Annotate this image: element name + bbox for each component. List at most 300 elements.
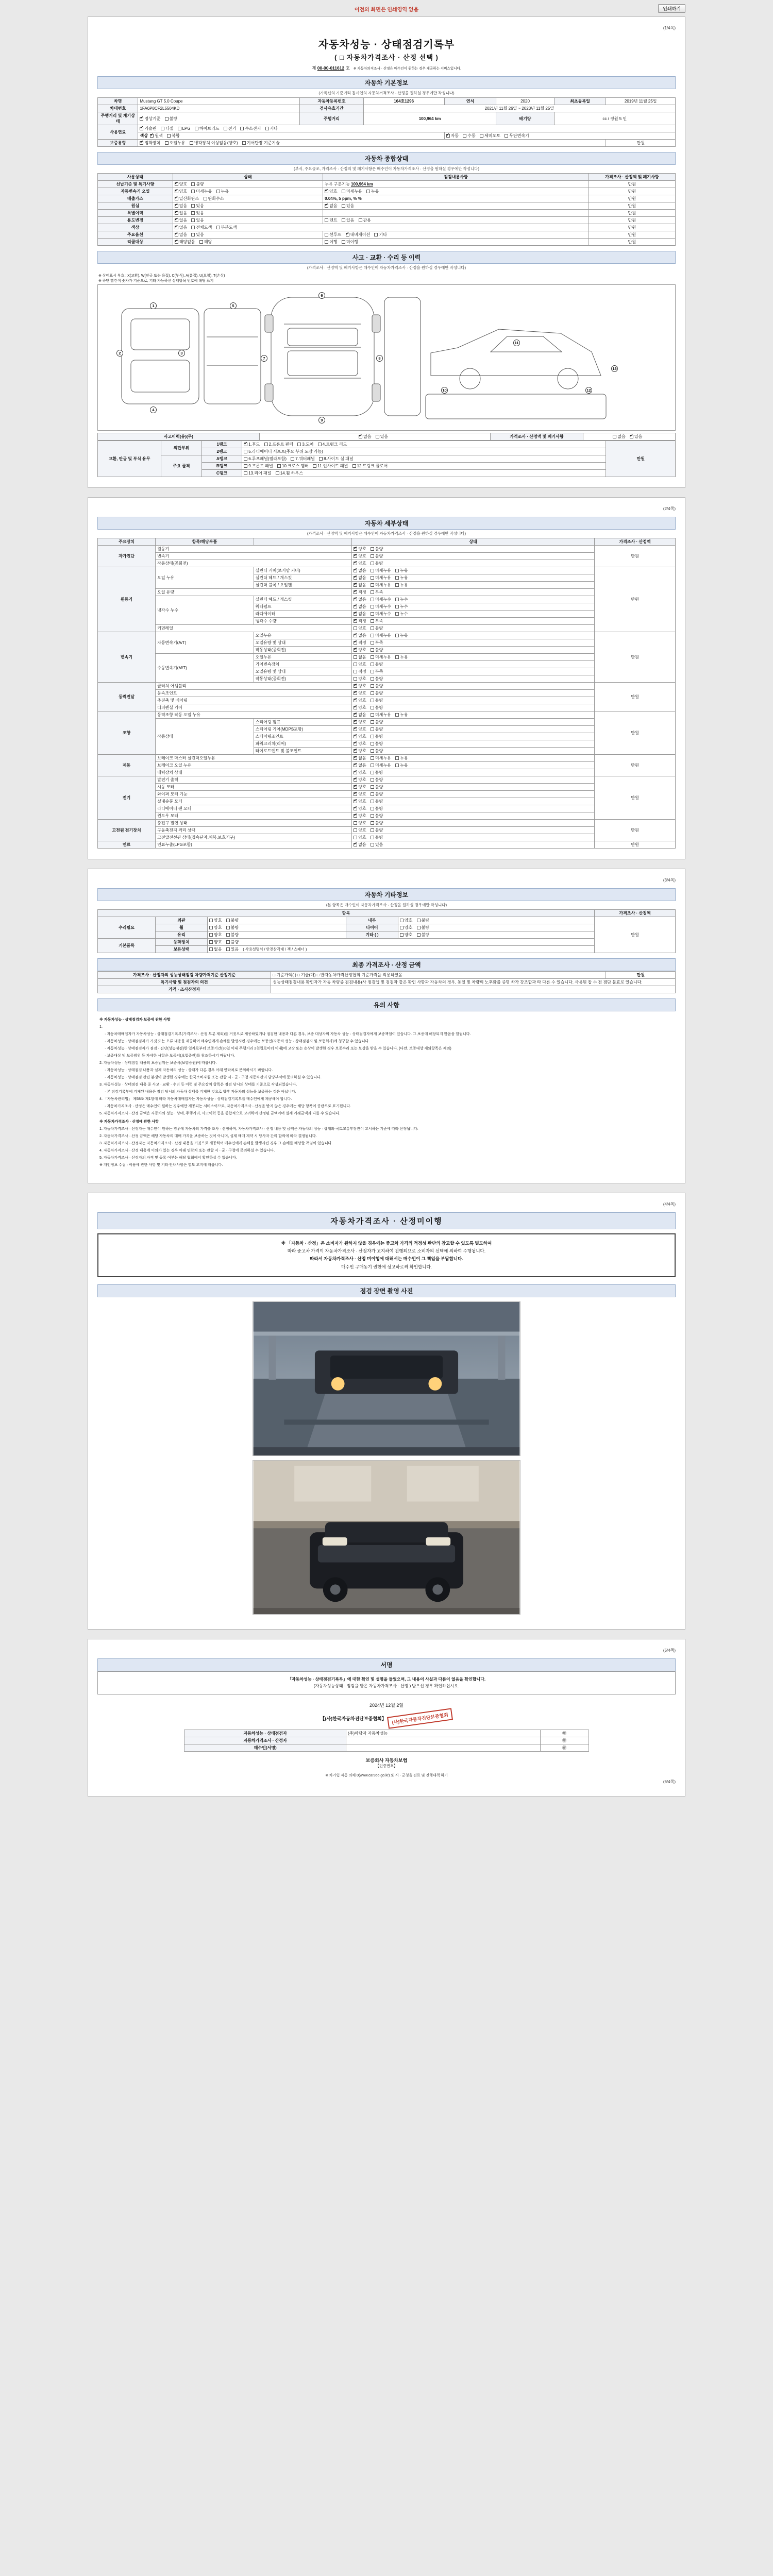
cb-g6r4-0[interactable]: ✔ 양호 <box>354 806 366 811</box>
sub-4-4: 파워크러치(리어) <box>254 740 352 748</box>
cb-basic0-1[interactable]: 불량 <box>226 939 239 945</box>
assessor-value <box>271 986 676 993</box>
opts-2-1 <box>352 639 595 647</box>
opts-6-5 <box>352 812 595 820</box>
panel-marker-5: 5 <box>230 302 237 309</box>
cb-g6r1-0[interactable]: ✔ 양호 <box>354 784 366 790</box>
checkbox-trans-semi[interactable]: 세미오토 <box>480 133 500 139</box>
notice-item-19: 5. 자동차가격조사 · 산정자의 자격 및 등록 여부는 해당 협회에서 확인하실 수 있습니다. <box>99 1155 237 1160</box>
cb-g5r1-1[interactable]: 미세누유 <box>371 762 391 768</box>
notice-item-6: 2. 자동차성능 · 상태점검 내용의 보증범위는 보증서(보험증권)에 따릅니다. <box>99 1060 217 1065</box>
cb-g3r2-0[interactable]: ✔ 양호 <box>354 698 366 703</box>
cb-g6r5-1[interactable]: 불량 <box>371 813 383 819</box>
checkbox-5b-0[interactable]: 렌트 <box>325 217 337 223</box>
cb-g4r0-1[interactable]: 미세누유 <box>371 712 391 718</box>
th-major-device: 주요장치 <box>98 538 156 546</box>
cb-g3r3-1[interactable]: 불량 <box>371 705 383 710</box>
cb-g6r2-0[interactable]: ✔ 양호 <box>354 791 366 797</box>
page-number-2: (2/4쪽) <box>663 506 676 511</box>
row-detail-4 <box>323 210 589 217</box>
cb-g1r5-1[interactable]: 미세누수 <box>371 604 391 609</box>
cb-rep1-0[interactable]: 양호 <box>209 925 222 930</box>
cb-g3r3-0[interactable]: ✔ 양호 <box>354 705 366 710</box>
sig-label-0: 자동차성능 · 상태점검자 <box>184 1730 346 1737</box>
checkbox-p7[interactable]: 7.쿼터패널 <box>291 456 315 462</box>
opts-1-6 <box>352 611 595 618</box>
checkbox-other-4[interactable]: 기어단장 기준기술 <box>242 140 280 146</box>
cb-g0r2-1[interactable]: 불량 <box>371 561 383 566</box>
cb-rep2b-1[interactable]: 불량 <box>417 932 429 938</box>
checkbox-5-1[interactable]: 있음 <box>191 217 204 223</box>
checkbox-mileage-normal[interactable]: ✔정상기준 <box>140 116 160 122</box>
notice-item-13: 5. 자동차가격조사 · 산정 금액은 자동차의 성능 · 상태, 주행거리, 사고이력 등을 종합적으로 고려하여 산정된 금액이며 실제 거래금액과 다를 수 있습니다. <box>99 1111 341 1115</box>
panel-rank-col-label: 교환, 판금 및 부식 유무 <box>98 441 161 477</box>
cb-g1r7-1[interactable]: 부족 <box>371 618 383 624</box>
cb-g8r0-1[interactable]: 있음 <box>371 842 383 848</box>
notice-item-20: ※ 개인정보 수집 · 이용에 관한 사항 및 기타 안내사항은 별도 고지에 따릅니다. <box>99 1162 223 1167</box>
cell-vin-label: 자동차등록번호 <box>300 98 363 105</box>
cell-validity-label: 검사유효기간 <box>300 105 363 112</box>
cb-g3r1-0[interactable]: ✔ 양호 <box>354 690 366 696</box>
special-note-value: 성능상태점검내용 확인자가 자동 차량증 검검내용(사 점검앱 및 검검과 같은 확인 사항과 자동차의 경우, 동일 및 차량의 노후화를 증명 차가 강조합과 타 다른 수 있습니다. 사용된 잡 수 전 점단 불효로 있습니다. <box>271 979 676 986</box>
checkbox-1b-2[interactable]: 누유 <box>366 189 379 194</box>
cb-g4r3-0[interactable]: ✔ 양호 <box>354 734 366 739</box>
section-title-noncompliance: 자동차가격조사 · 산정미이행 <box>97 1212 676 1229</box>
car-diagram <box>97 284 676 431</box>
checkbox-3-0[interactable]: ✔ 없음 <box>175 203 187 209</box>
accident-price-opts <box>583 433 675 440</box>
opts-3-0 <box>352 683 595 690</box>
cb-g4r4-0[interactable]: ✔ 양호 <box>354 741 366 747</box>
sig-seal-0: ㊞ <box>540 1730 589 1737</box>
checkbox-6-2[interactable]: 부분도색 <box>216 225 237 230</box>
cb-g1r7-0[interactable]: ✔ 적정 <box>354 618 366 624</box>
opts-7-1 <box>352 827 595 834</box>
checkbox-p11[interactable]: 11.인사이드 패널 <box>313 463 348 469</box>
opts2-rep-1 <box>398 924 594 931</box>
checkbox-7-1[interactable]: 있음 <box>191 232 204 238</box>
group-transmission: 변속기 <box>98 632 156 683</box>
checkbox-p3[interactable]: 3.도어 <box>297 442 313 447</box>
signature-line-1: (자동차성능상태 · 점검을 받은 자동차가격조사 · 산정 ) 받으신 경우 확인하십시오. <box>313 1684 460 1689</box>
opts-6-3 <box>352 798 595 805</box>
car-diagram-svg <box>101 288 668 426</box>
checkbox-p8[interactable]: 8.사이드 실 패널 <box>319 456 354 462</box>
cb-g7r1-0[interactable]: 양호 <box>354 827 366 833</box>
section-band-accident: 사고 · 교환 · 수리 등 이력 <box>97 251 676 264</box>
cb-g0r2-0[interactable]: ✔ 양호 <box>354 561 366 566</box>
checkbox-5-0[interactable]: ✔ 없음 <box>175 217 187 223</box>
org-name-2: 보증회사 자동차보험 <box>365 1758 408 1764</box>
checkbox-3b-1[interactable]: 있음 <box>342 203 354 209</box>
photo-1-frame <box>253 1301 520 1456</box>
cb-g2r3-0[interactable]: 없음 <box>354 654 366 660</box>
row-detail-0: 누유 구분기능 100,964 km <box>323 181 589 188</box>
sub-1-6: 라디에이터 <box>254 611 352 618</box>
sub2-rep-0: 내부 <box>346 917 398 924</box>
cb-g4r1-0[interactable]: ✔ 양호 <box>354 719 366 725</box>
page-5 <box>88 1639 685 1797</box>
opts-4-4 <box>352 740 595 748</box>
checkbox-p6[interactable]: 6.루프패널(필라포함) <box>244 456 287 462</box>
checkbox-7b-0[interactable]: 선루프 <box>325 232 341 238</box>
opts-1-0 <box>352 567 595 574</box>
cb-g7r2-1[interactable]: 불량 <box>371 835 383 840</box>
checkbox-1b-0[interactable]: ✔ 양호 <box>325 189 337 194</box>
cb-g0r1-1[interactable]: 불량 <box>371 553 383 559</box>
opts-rep-1 <box>207 924 346 931</box>
price-g4: 만원 <box>595 711 676 755</box>
cb-g2r3-1[interactable]: 미세누유 <box>371 654 391 660</box>
checkbox-1b-1[interactable]: 미세누유 <box>342 189 362 194</box>
cell-validity: 2021년 11월 26일 ~ 2023년 11월 25일 <box>363 105 675 112</box>
sub-4-1: 스티어링 펌프 <box>254 719 352 726</box>
sub-1-4: 실린더 헤드 / 개스킷 <box>254 596 352 603</box>
checkbox-p5[interactable]: 5.라디에이터 서포트(주요 부위 도장 가능) <box>244 449 323 454</box>
row-opts-3 <box>173 202 323 210</box>
item-5-0: 브레이크 마스터 실린더오일누유 <box>156 755 352 762</box>
row-price-1: 만원 <box>589 188 675 195</box>
cb-g1r6-1[interactable]: 미세누수 <box>371 611 391 617</box>
basic-items-list: ( 사용설명서 / 안전삼각대 / 잭 / 스패너 ) <box>243 947 307 952</box>
sub-4-3: 스티어링조인트 <box>254 733 352 740</box>
org-name-1: 【(사)한국자동차진단보증협회】 <box>320 1716 386 1722</box>
cb-rep0b-1[interactable]: 불량 <box>417 918 429 923</box>
checkbox-1-1[interactable]: 미세누유 <box>191 189 212 194</box>
opts-3-2 <box>352 697 595 704</box>
checkbox-8-1[interactable]: 해당 <box>199 239 212 245</box>
doc-number: 00-00-011612 <box>317 65 345 71</box>
checkbox-accident-none[interactable]: ✔ 없음 <box>359 434 371 439</box>
cb-g2r3-2[interactable]: 누유 <box>395 654 408 660</box>
cb-g4r0-2[interactable]: 누유 <box>395 712 408 718</box>
checkbox-p10[interactable]: 10.크로스 멤버 <box>277 463 309 469</box>
cb-g5r2-1[interactable]: 불량 <box>371 770 383 775</box>
cb-g1r6-0[interactable]: ✔ 없음 <box>354 611 366 617</box>
checkbox-accident2-yes[interactable]: ✔ 있음 <box>630 434 642 439</box>
cb-g2r1-0[interactable]: ✔ 적정 <box>354 640 366 646</box>
checkbox-7-0[interactable]: ✔ 없음 <box>175 232 187 238</box>
item-8-0: 연료누출(LPG포함) <box>156 841 352 849</box>
cb-g2r0-0[interactable]: ✔ 없음 <box>354 633 366 638</box>
accident-price-label: 가격조사 · 산정액 및 폐기사항 <box>491 433 583 440</box>
cb-g1r5-2[interactable]: 누수 <box>395 604 408 609</box>
cb-g1r1-0[interactable]: ✔ 없음 <box>354 575 366 581</box>
group-label-frame: 주요 골격 <box>161 455 201 477</box>
checkbox-accident2-none[interactable]: 없음 <box>613 434 625 439</box>
cb-g8r0-0[interactable]: ✔ 없음 <box>354 842 366 848</box>
cb-g1r4-1[interactable]: 미세누수 <box>371 597 391 602</box>
cb-g1r3-1[interactable]: 부족 <box>371 589 383 595</box>
opts-1-5 <box>352 603 595 611</box>
cb-rep1b-0[interactable]: 양호 <box>400 925 412 930</box>
th-price: 가격조사 · 산정액 및 폐기사항 <box>589 174 675 181</box>
row-detail-7 <box>323 231 589 239</box>
item-4-1: 작동상태 <box>156 719 254 755</box>
checkbox-fuel-gasoline[interactable]: ✔가솔린 <box>140 126 156 131</box>
row-label-6: 색상 <box>98 224 173 231</box>
group-powertrain: 동력전달 <box>98 683 156 711</box>
checkbox-accident-yes[interactable]: 있음 <box>376 434 388 439</box>
cb-g0r0-1[interactable]: 불량 <box>371 546 383 552</box>
cb-g1r5-0[interactable]: ✔ 없음 <box>354 604 366 609</box>
cb-g3r2-1[interactable]: 불량 <box>371 698 383 703</box>
cb-g2r6-1[interactable]: 불량 <box>371 676 383 682</box>
checkbox-6-0[interactable]: ✔ 없음 <box>175 225 187 230</box>
checkbox-color-multi[interactable]: 복합 <box>167 133 179 139</box>
document-title: 자동차성능 · 상태점검기록부 <box>318 39 455 50</box>
cb-g1r4-0[interactable]: ✔ 없음 <box>354 597 366 602</box>
opts-4-2 <box>352 726 595 733</box>
cb-g6r3-1[interactable]: 불량 <box>371 799 383 804</box>
cb-g4r3-1[interactable]: 불량 <box>371 734 383 739</box>
th-part <box>254 538 352 546</box>
cb-g5r0-2[interactable]: 누유 <box>395 755 408 761</box>
row-price-6: 만원 <box>589 224 675 231</box>
notice-item-2: · 자동차매매업자가 자동차성능 · 상태점검기록부(가격조사 · 산정 부분 제외)를 거짓으로 제공하였거나 점검한 내용과 다른 경우, 보증 대상자의 자동차 성능 · 상태점검자에게 보증책임이 있습니다. 그 보증에 해당되지 않음을 알립니다. <box>105 1031 471 1036</box>
basic-info-table <box>97 97 676 147</box>
row-label-0: 선납기준 및 특기사항 <box>98 181 173 188</box>
cb-basic0-0[interactable]: 양호 <box>209 939 222 945</box>
cb-g6r2-1[interactable]: 불량 <box>371 791 383 797</box>
print-button[interactable]: 인쇄하기 <box>658 4 685 13</box>
cell-fuel-label: 사용연료 <box>98 125 138 140</box>
opts-1-7 <box>352 618 595 625</box>
cb-g1r2-2[interactable]: 누유 <box>395 582 408 588</box>
sub-2-1: 오일유량 및 상태 <box>254 639 352 647</box>
checkbox-7b-2[interactable]: 기타 <box>374 232 386 238</box>
checkbox-1-2[interactable]: 누유 <box>216 189 229 194</box>
cb-g4r1-1[interactable]: 불량 <box>371 719 383 725</box>
cb-g4r2-1[interactable]: 불량 <box>371 726 383 732</box>
cb-g7r0-1[interactable]: 불량 <box>371 820 383 826</box>
sig-value-1 <box>346 1737 541 1744</box>
opts-8-0 <box>352 841 595 849</box>
checkbox-color-single[interactable]: ✔ 원색 <box>150 133 162 139</box>
checkbox-6-1[interactable]: 전체도색 <box>191 225 212 230</box>
other-info-table <box>97 909 676 953</box>
cb-rep1-1[interactable]: 불량 <box>226 925 239 930</box>
opts-2-2 <box>352 647 595 654</box>
sig-label-2: 매수인(서명) <box>184 1744 346 1752</box>
sig-label-1: 자동차가격조사 · 산정자 <box>184 1737 346 1744</box>
cb-g7r2-0[interactable]: 양호 <box>354 835 366 840</box>
item-7-0: 충전구 절연 상태 <box>156 820 352 827</box>
panel-marker-10: 10 <box>441 387 448 394</box>
checkbox-0-1[interactable]: 불량 <box>191 181 204 187</box>
cb-rep0-1[interactable]: 불량 <box>226 918 239 923</box>
checkbox-3-1[interactable]: 있음 <box>191 203 204 209</box>
cb-basic1-0[interactable]: 없음 <box>209 946 222 952</box>
cb-g1r8-1[interactable]: 불량 <box>371 625 383 631</box>
label-color: 색상 <box>140 133 148 138</box>
checkbox-p14[interactable]: 14.휠 하우스 <box>276 470 303 476</box>
row-detail-1 <box>323 188 589 195</box>
opts-4-3 <box>352 733 595 740</box>
cb-g1r3-0[interactable]: ✔ 적정 <box>354 589 366 595</box>
sig-seal-2: ㊞ <box>540 1744 589 1752</box>
checkbox-p12[interactable]: 12.트렁크 플로어 <box>352 463 388 469</box>
cell-first-reg: 2019년 11월 25일 <box>606 98 676 105</box>
checkbox-fuel-electric[interactable]: 전기 <box>224 126 236 131</box>
cb-g1r2-1[interactable]: 미세누유 <box>371 582 391 588</box>
cb-g5r2-0[interactable]: ✔ 양호 <box>354 770 366 775</box>
row-label-3: 원심 <box>98 202 173 210</box>
cb-g6r1-1[interactable]: 불량 <box>371 784 383 790</box>
checkbox-p2[interactable]: 2.프론트 펜더 <box>264 442 294 447</box>
cb-g1r1-2[interactable]: 누유 <box>395 575 408 581</box>
cb-basic1-1[interactable]: 있음 <box>226 946 239 952</box>
cb-g2r1-1[interactable]: 부족 <box>371 640 383 646</box>
cb-rep2-1[interactable]: 불량 <box>226 932 239 938</box>
item-6-3: 실내송풍 모터 <box>156 798 352 805</box>
notice-item-1: 1. <box>99 1024 103 1029</box>
checkbox-fuel-hybrid[interactable]: 하이브리드 <box>195 126 220 131</box>
cb-g2r2-1[interactable]: 불량 <box>371 647 383 653</box>
cb-g3r1-1[interactable]: 불량 <box>371 690 383 696</box>
notice-item-4: · 자동차성능 · 상태점검자가 점검 · 진단(성능점검)한 일자로부터 보증기간(30일 이내 주행거리 2천킬로미터 이내)에 고장 또는 손상이 발생한 경우 보증수리 또는 보상을 받을 수 있습니다. (다만, 보증대상 제외항목은 제외) <box>105 1046 451 1050</box>
row-label-8: 리콜대상 <box>98 239 173 246</box>
checkbox-other-2[interactable]: 오일누유 <box>165 140 186 146</box>
cb-g7r0-0[interactable]: 양호 <box>354 820 366 826</box>
cb-g1r4-2[interactable]: 누수 <box>395 597 408 602</box>
price-g7: 만원 <box>595 820 676 841</box>
cb-g2r5-0[interactable]: 적정 <box>354 669 366 674</box>
checkbox-1-0[interactable]: ✔ 양호 <box>175 189 187 194</box>
section-note-basic-info: (가족신의 기준거리 돌시인의 자동차거격조사 · 산정을 원하실 경우에만 작성니다) <box>318 91 455 95</box>
cell-fuel-opts <box>138 125 676 132</box>
row-detail-8 <box>323 239 589 246</box>
opts-4-5 <box>352 748 595 755</box>
checkbox-fuel-other[interactable]: 기타 <box>265 126 278 131</box>
checkbox-trans-auto[interactable]: ✔ 자동 <box>446 133 459 139</box>
checkbox-3b-0[interactable]: ✔ 없음 <box>325 203 337 209</box>
row-opts-6 <box>173 224 589 231</box>
cb-rep2b-0[interactable]: 양호 <box>400 932 412 938</box>
checkbox-4-0[interactable]: ✔ 없음 <box>175 210 187 216</box>
cb-g6r4-1[interactable]: 불량 <box>371 806 383 811</box>
item-3-0: 클러치 어셈블리 <box>156 683 352 690</box>
checkbox-fuel-lpg[interactable]: LPG <box>178 126 191 131</box>
checkbox-8b-0[interactable]: 이행 <box>325 239 337 245</box>
checkbox-8b-1[interactable]: 미이행 <box>342 239 358 245</box>
cb-rep0b-0[interactable]: 양호 <box>400 918 412 923</box>
signature-line-0: 「자동차성능 · 상태점검기록부」에 대한 확인 및 설명을 들었으며, 그 내용이 사실과 다름이 없음을 확인합니다. <box>287 1676 486 1682</box>
cb-g4r5-1[interactable]: 불량 <box>371 748 383 754</box>
photo-inspection-bay <box>253 1302 520 1455</box>
opts-6-0 <box>352 776 595 784</box>
cb-g5r1-2[interactable]: 누유 <box>395 762 408 768</box>
cb-g1r0-1[interactable]: 미세누유 <box>371 568 391 573</box>
checkbox-other-1[interactable]: ✔ 점화장치 <box>140 140 160 146</box>
cb-g5r0-0[interactable]: ✔ 없음 <box>354 755 366 761</box>
cb-g1r8-0[interactable]: 양호 <box>354 625 366 631</box>
cb-g2r4-0[interactable]: 양호 <box>354 662 366 667</box>
cb-g5r0-1[interactable]: 미세누유 <box>371 755 391 761</box>
cb-g0r0-0[interactable]: ✔ 양호 <box>354 546 366 552</box>
panel-marker-2: 2 <box>116 350 123 357</box>
cb-g6r3-0[interactable]: ✔ 양호 <box>354 799 366 804</box>
checkbox-mileage-bad[interactable]: 불량 <box>165 116 177 122</box>
car-diagram-inner <box>101 288 672 427</box>
cb-g2r5-1[interactable]: 부족 <box>371 669 383 674</box>
cb-g1r1-1[interactable]: 미세누유 <box>371 575 391 581</box>
sub-basic-1: 보유상태 <box>156 946 208 953</box>
cb-g4r2-0[interactable]: ✔ 양호 <box>354 726 366 732</box>
th-check-detail: 점검내용사항 <box>323 174 589 181</box>
checkbox-trans-cvt[interactable]: 무단변속기 <box>505 133 529 139</box>
cb-g4r4-1[interactable]: 불량 <box>371 741 383 747</box>
item-4-0: 동력조향 작동 오일 누유 <box>156 711 352 719</box>
cb-g1r0-2[interactable]: 누유 <box>395 568 408 573</box>
checkbox-p9[interactable]: 9.프론트 패널 <box>244 463 273 469</box>
notice-item-3: · 자동차성능 · 상태점검자가 거짓 또는 오류 내용을 제공하여 매수인에게 손해를 발생시킨 경우에는 보증인(자동차 성능 · 상태점검자 및 보험회사)에 청구할 수 있습니다. <box>105 1039 370 1043</box>
th-other-price: 가격조사 · 산정액 <box>595 910 676 917</box>
checkbox-p4[interactable]: 4.트렁크 리드 <box>318 442 347 447</box>
cb-g2r4-1[interactable]: 불량 <box>371 662 383 667</box>
notice-item-16: 2. 자동차가격조사 · 산정 금액은 해당 자동차의 매매 가격을 보증하는 것이 아니며, 실제 매매 계약 시 당사자 간의 합의에 따라 결정됩니다. <box>99 1133 317 1138</box>
cb-rep2-0[interactable]: 양호 <box>209 932 222 938</box>
checkbox-0-0[interactable]: ✔ 양호 <box>175 181 187 187</box>
sig-value-2 <box>346 1744 541 1752</box>
checkbox-trans-manual[interactable]: 수동 <box>463 133 475 139</box>
cb-g3r0-0[interactable]: ✔ 양호 <box>354 683 366 689</box>
cb-g2r0-2[interactable]: 누유 <box>395 633 408 638</box>
cb-g6r0-1[interactable]: 불량 <box>371 777 383 783</box>
checkbox-8-0[interactable]: ✔ 해당없음 <box>175 239 195 245</box>
cb-g5r1-0[interactable]: ✔ 없음 <box>354 762 366 768</box>
cb-g6r5-0[interactable]: ✔ 양호 <box>354 813 366 819</box>
cell-vin-no-label: 차대번호 <box>98 105 138 112</box>
cb-g1r2-0[interactable]: ✔ 없음 <box>354 582 366 588</box>
row-opts-0 <box>173 181 323 188</box>
cb-g7r1-1[interactable]: 불량 <box>371 827 383 833</box>
cb-g6r0-0[interactable]: ✔ 양호 <box>354 777 366 783</box>
cb-g0r1-0[interactable]: ✔ 양호 <box>354 553 366 559</box>
item-1-4: 냉각수 누수 <box>156 596 254 625</box>
cb-g1r6-2[interactable]: 누수 <box>395 611 408 617</box>
checkbox-fuel-hydrogen[interactable]: 수소전지 <box>240 126 261 131</box>
checkbox-5b-1[interactable]: 있음 <box>342 217 354 223</box>
checkbox-fuel-diesel[interactable]: 디젤 <box>161 126 173 131</box>
cb-g2r2-0[interactable]: ✔ 양호 <box>354 647 366 653</box>
cb-g2r0-1[interactable]: 미세누유 <box>371 633 391 638</box>
checkbox-2-1[interactable]: 탄화수소 <box>204 196 224 201</box>
cb-rep0-0[interactable]: 양호 <box>209 918 222 923</box>
cb-rep1b-1[interactable]: 불량 <box>417 925 429 930</box>
cb-g4r5-0[interactable]: ✔ 양호 <box>354 748 366 754</box>
accident-note-1: ※ 상태표시 부호 : X(교환), W(판금 또는 용접), C(부식), A(흠집), U(요철), T(손상) <box>98 274 225 278</box>
checkbox-other-3[interactable]: 냉각장치 이상없음(양호) <box>190 140 238 146</box>
row-label-4: 특별이력 <box>98 210 173 217</box>
checkbox-p13[interactable]: 13.리어 패널 <box>244 470 271 476</box>
section-note-overall: (부식, 주요골조, 가격조사 · 산정의 및 폐기사항은 매수인이 자동차가격조사 · 산정을 원하실 경우에만 작성니다) <box>293 166 480 171</box>
cb-g3r0-1[interactable]: 불량 <box>371 683 383 689</box>
checkbox-7b-1[interactable]: ✔ 내비게이션 <box>346 232 371 238</box>
sub2-rep-1: 타이어 <box>346 924 398 931</box>
checkbox-5b-2[interactable]: 관용 <box>359 217 371 223</box>
label-repair-needed: 수리필요 <box>98 917 156 939</box>
panel-marker-1: 1 <box>150 302 157 309</box>
checkbox-4-1[interactable]: 있음 <box>191 210 204 216</box>
cb-g4r0-0[interactable]: ✔ 없음 <box>354 712 366 718</box>
panel-rank-table <box>97 440 676 477</box>
checkbox-2-0[interactable]: ✔ 일산화탄소 <box>175 196 199 201</box>
cb-g2r6-0[interactable]: 양호 <box>354 676 366 682</box>
rank-label-A: A랭크 <box>201 455 242 463</box>
checkbox-p1[interactable]: ✔ 1.후드 <box>244 442 260 447</box>
cb-g1r0-0[interactable]: ✔ 없음 <box>354 568 366 573</box>
